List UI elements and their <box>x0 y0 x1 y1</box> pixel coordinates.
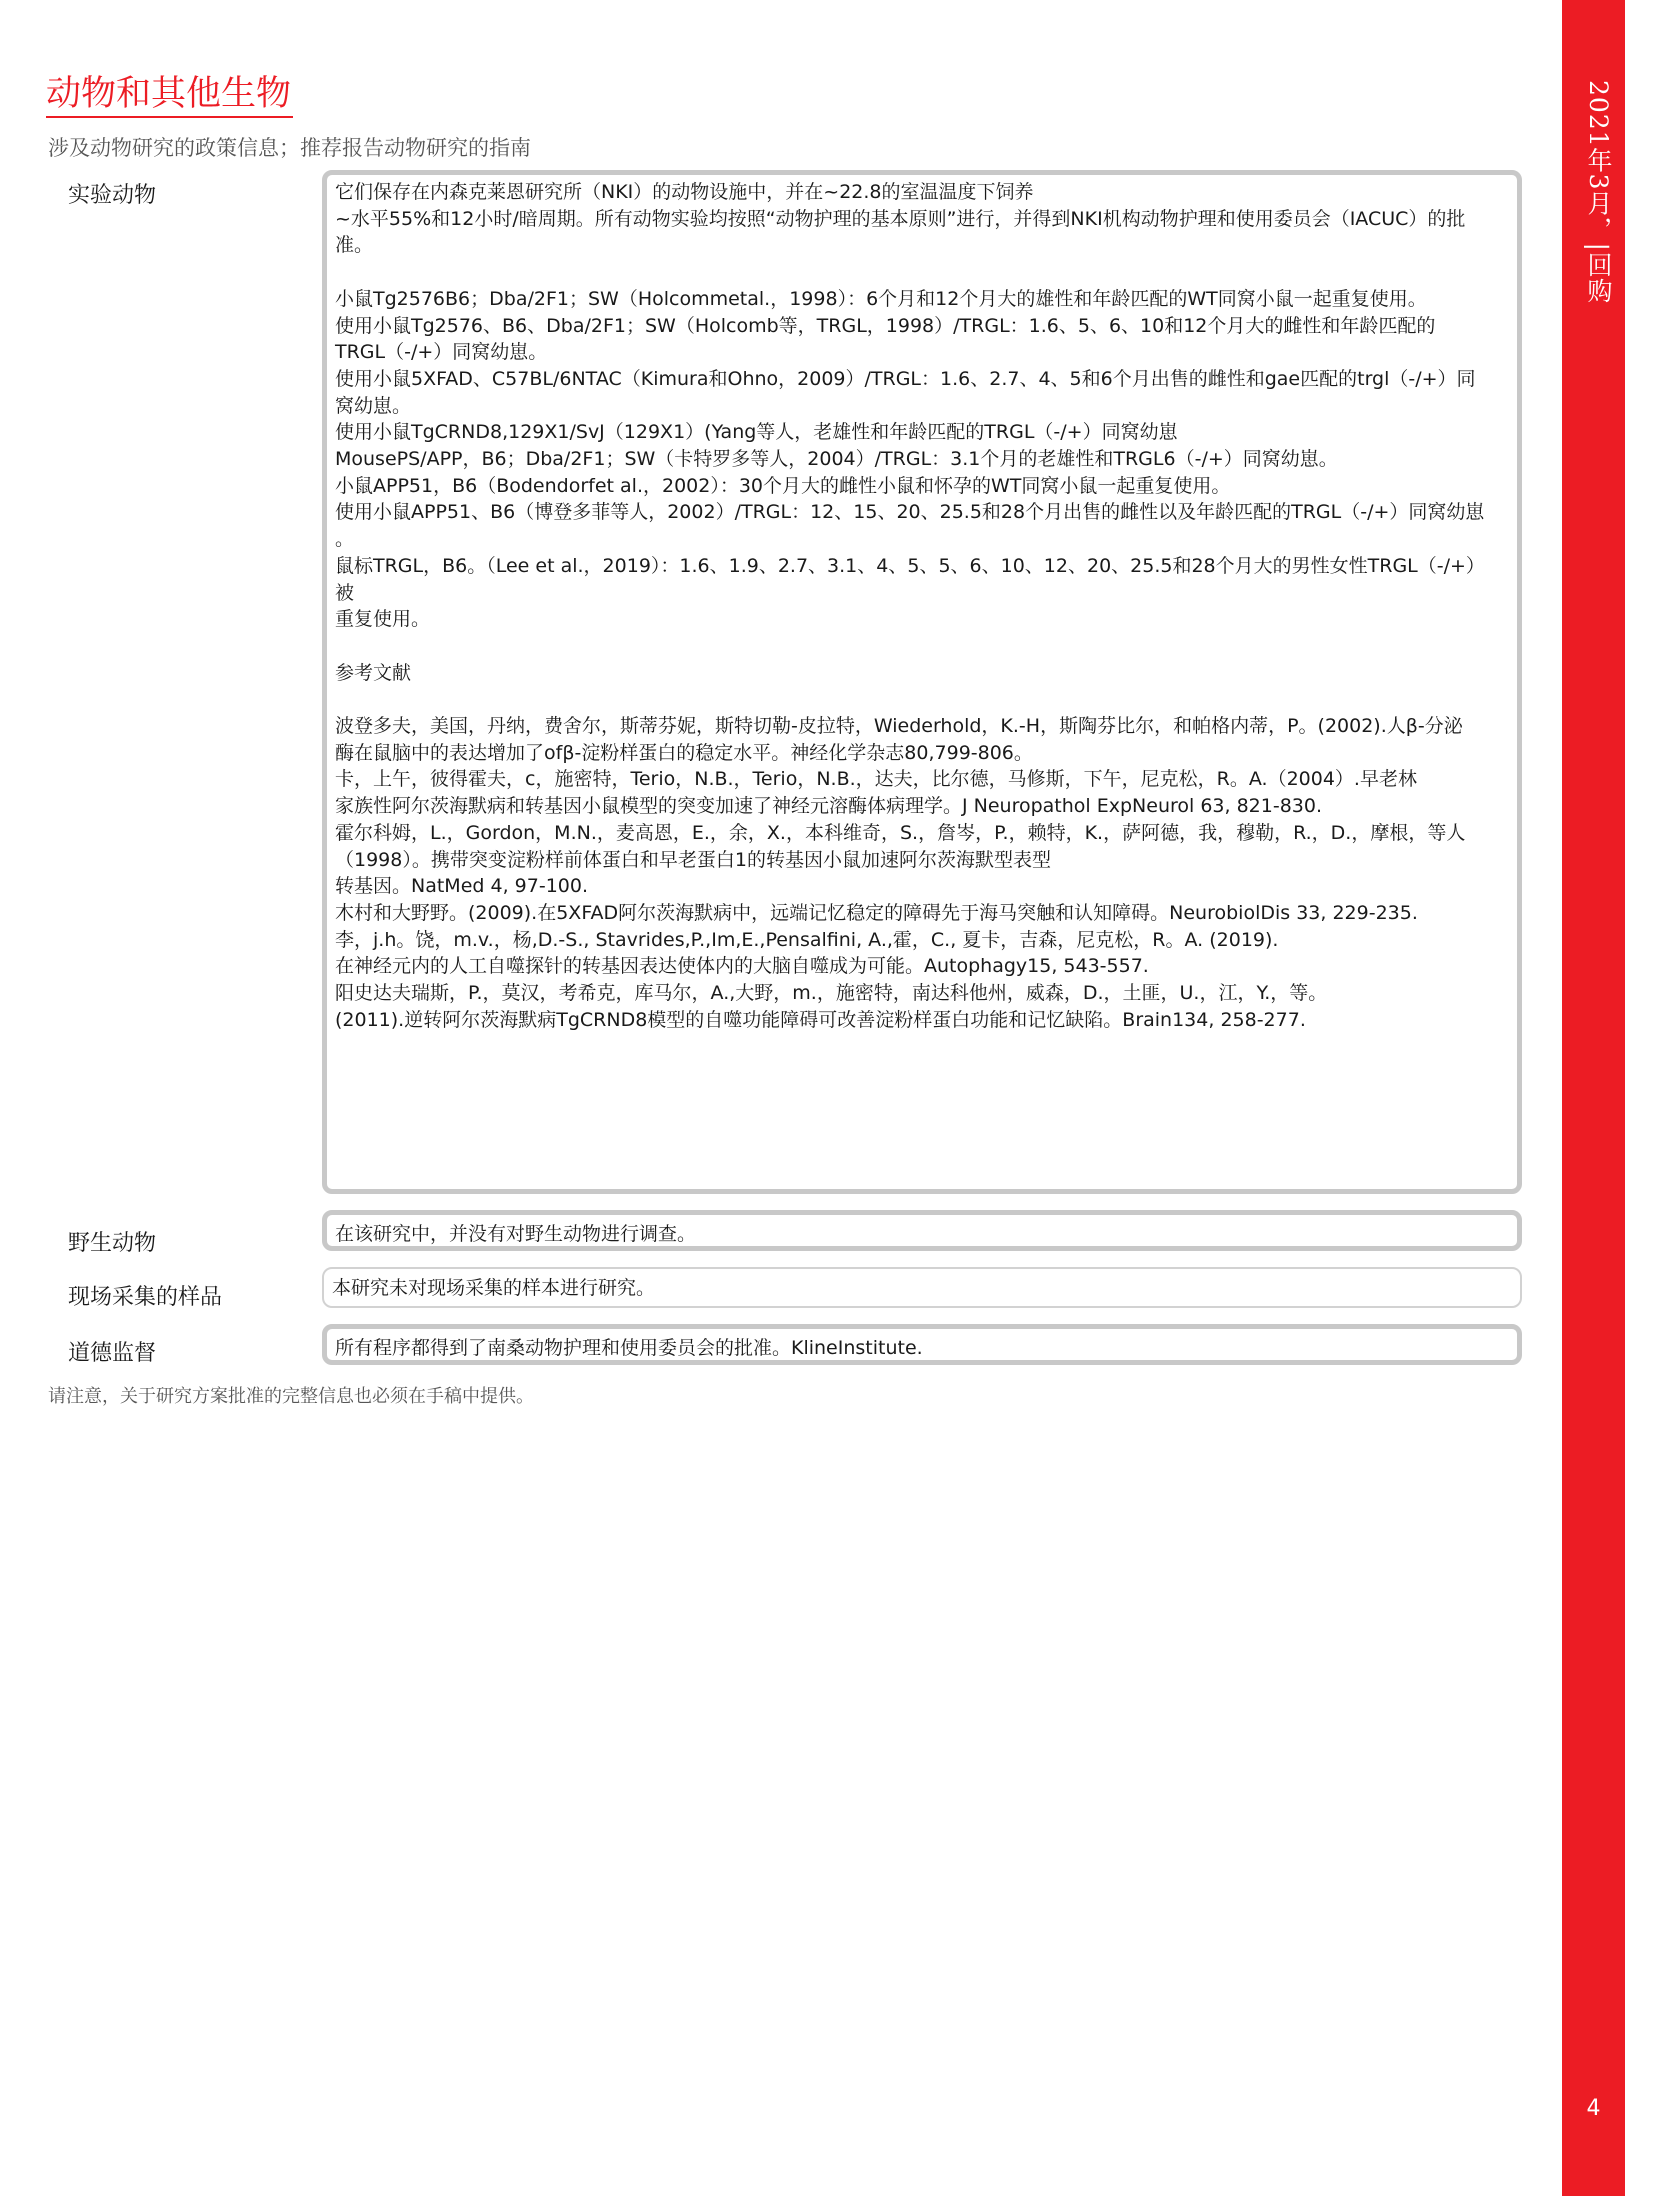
text-line: (2011).逆转阿尔茨海默病TgCRND8模型的自噬功能障碍可改善淀粉样蛋白功能和记忆缺陷。Brain134, 258-277. <box>335 1008 1306 1031</box>
text-line: TRGL（-/+）同窝幼崽。 <box>335 341 548 364</box>
text-line: 小鼠APP51，B6（Bodendorfet al.，2002）：30个月大的雌性小鼠和怀孕的WT同窝小鼠一起重复使用。 <box>335 474 1231 497</box>
text-line: 霍尔科姆，L.，Gordon，M.N.，麦高恩，E.，余，X.，本科维奇，S.，詹岑，P.，赖特，K.，萨阿德，我，穆勒，R.，D.，摩根，等人 <box>335 821 1466 844</box>
wild-animals-text: 在该研究中，并没有对野生动物进行调查。 <box>335 1223 697 1245</box>
text-line: 使用小鼠5XFAD、C57BL/6NTAC（Kimura和Ohno，2009）/TRGL：1.6、2.7、4、5和6个月出售的雌性和gae匹配的trgl（-/+）同 <box>335 367 1476 390</box>
text-line: （1998）。携带突变淀粉样前体蛋白和早老蛋白1的转基因小鼠加速阿尔茨海默型表型 <box>335 848 1051 871</box>
text-line: 使用小鼠APP51、B6（博登多菲等人，2002）/TRGL：12、15、20、25.5和28个月出售的雌性以及年龄匹配的TRGL（-/+）同窝幼崽 <box>335 501 1485 524</box>
text-line: 波登多夫，美国，丹纳，费舍尔，斯蒂芬妮，斯特切勒-皮拉特，Wiederhold，K.-H，斯陶芬比尔，和帕格内蒂，P。(2002).人β-分泌 <box>335 715 1463 738</box>
text-line <box>335 259 1503 286</box>
section-subtitle: 涉及动物研究的政策信息；推荐报告动物研究的指南 <box>48 136 531 160</box>
field-samples-label: 现场采集的样品 <box>68 1285 223 1310</box>
text-line: 在神经元内的人工自噬探针的转基因表达使体内的大脑自噬成为可能。Autophagy15, 543-557. <box>335 955 1149 978</box>
text-line: 重复使用。 <box>335 608 431 631</box>
lab-animals-label: 实验动物 <box>68 183 157 208</box>
text-line: 家族性阿尔茨海默病和转基因小鼠模型的突变加速了神经元溶酶体病理学。J Neuropathol ExpNeurol 63, 821-830. <box>335 795 1323 818</box>
text-line: 木村和大野野。(2009).在5XFAD阿尔茨海默病中，远端记忆稳定的障碍先于海马突触和认知障碍。NeurobiolDis 33, 229-235. <box>335 901 1418 924</box>
field-samples-text: 本研究未对现场采集的样本进行研究。 <box>332 1277 656 1299</box>
text-line: 它们保存在内森克莱恩研究所（NKI）的动物设施中，并在~22.8的室温温度下饲养 <box>335 181 1034 203</box>
footnote: 请注意，关于研究方案批准的完整信息也必须在手稿中提供。 <box>48 1386 534 1407</box>
text-line <box>335 633 1503 660</box>
text-line: 转基因。NatMed 4, 97-100. <box>335 875 588 898</box>
text-line: 李，j.h。饶，m.v.，杨,D.-S., Stavrides,P.,Im,E.,Pensalfini, A.,霍，C., 夏卡，吉森，尼克松，R。A. (2019). <box>335 928 1279 951</box>
text-line: 。 <box>335 528 355 551</box>
lab-animals-textbox[interactable] <box>322 170 1522 1194</box>
field-samples-textbox[interactable] <box>322 1267 1522 1308</box>
text-line: 卡，上午，彼得霍夫，c，施密特，Terio，N.B.，Terio，N.B.，达夫，比尔德，马修斯，下午，尼克松，R。A.（2004）.早老林 <box>335 768 1417 791</box>
ethics-text: 所有程序都得到了南桑动物护理和使用委员会的批准。KlineInstitute. <box>335 1337 923 1359</box>
date-sidebar <box>1562 0 1625 2196</box>
sidebar-date: 2021年3月，|回购 <box>1584 80 1613 304</box>
text-line: 使用小鼠TgCRND8,129X1/SvJ（129X1）(Yang等人，老雄性和年龄匹配的TRGL（-/+）同窝幼崽 <box>335 421 1178 444</box>
wild-animals-textbox[interactable] <box>322 1210 1522 1251</box>
text-line: 窝幼崽。 <box>335 394 412 417</box>
wild-animals-label: 野生动物 <box>68 1231 157 1256</box>
text-line: 准。 <box>335 234 374 257</box>
ethics-label: 道德监督 <box>68 1341 157 1366</box>
ethics-textbox[interactable] <box>322 1324 1522 1365</box>
text-line: ~水平55%和12小时/暗周期。所有动物实验均按照“动物护理的基本原则”进行，并得到NKI机构动物护理和使用委员会（IACUC）的批 <box>335 207 1466 230</box>
text-line: 参考文献 <box>335 661 412 684</box>
text-line: 鼠标TRGL，B6。（Lee et al.，2019）：1.6、1.9、2.7、3.1、4、5、5、6、10、12、20、25.5和28个月大的男性女性TRGL（-/+）被 <box>335 554 1485 604</box>
text-line: MousePS/APP，B6；Dba/2F1；SW（卡特罗多等人，2004）/TRGL：3.1个月的老雄性和TRGL6（-/+）同窝幼崽。 <box>335 448 1338 471</box>
text-line: 使用小鼠Tg2576、B6、Dba/2F1；SW（Holcomb等，TRGL，1998）/TRGL：1.6、5、6、10和12个月大的雌性和年龄匹配的 <box>335 314 1436 337</box>
text-line: 小鼠Tg2576B6；Dba/2F1；SW（Holcommetal.，1998）：6个月和12个月大的雄性和年龄匹配的WT同窝小鼠一起重复使用。 <box>335 287 1427 310</box>
text-line: 阳史达夫瑞斯，P.，莫汉，考希克，库马尔，A.,大野，m.，施密特，南达科他州，威森，D.，土匪，U.，江，Y.，等。 <box>335 982 1328 1005</box>
page-number: 4 <box>1586 2096 1601 2121</box>
text-line <box>335 686 1503 713</box>
text-line: 酶在鼠脑中的表达增加了ofβ-淀粉样蛋白的稳定水平。神经化学杂志80,799-806。 <box>335 741 1033 764</box>
section-title: 动物和其他生物 <box>46 72 293 118</box>
